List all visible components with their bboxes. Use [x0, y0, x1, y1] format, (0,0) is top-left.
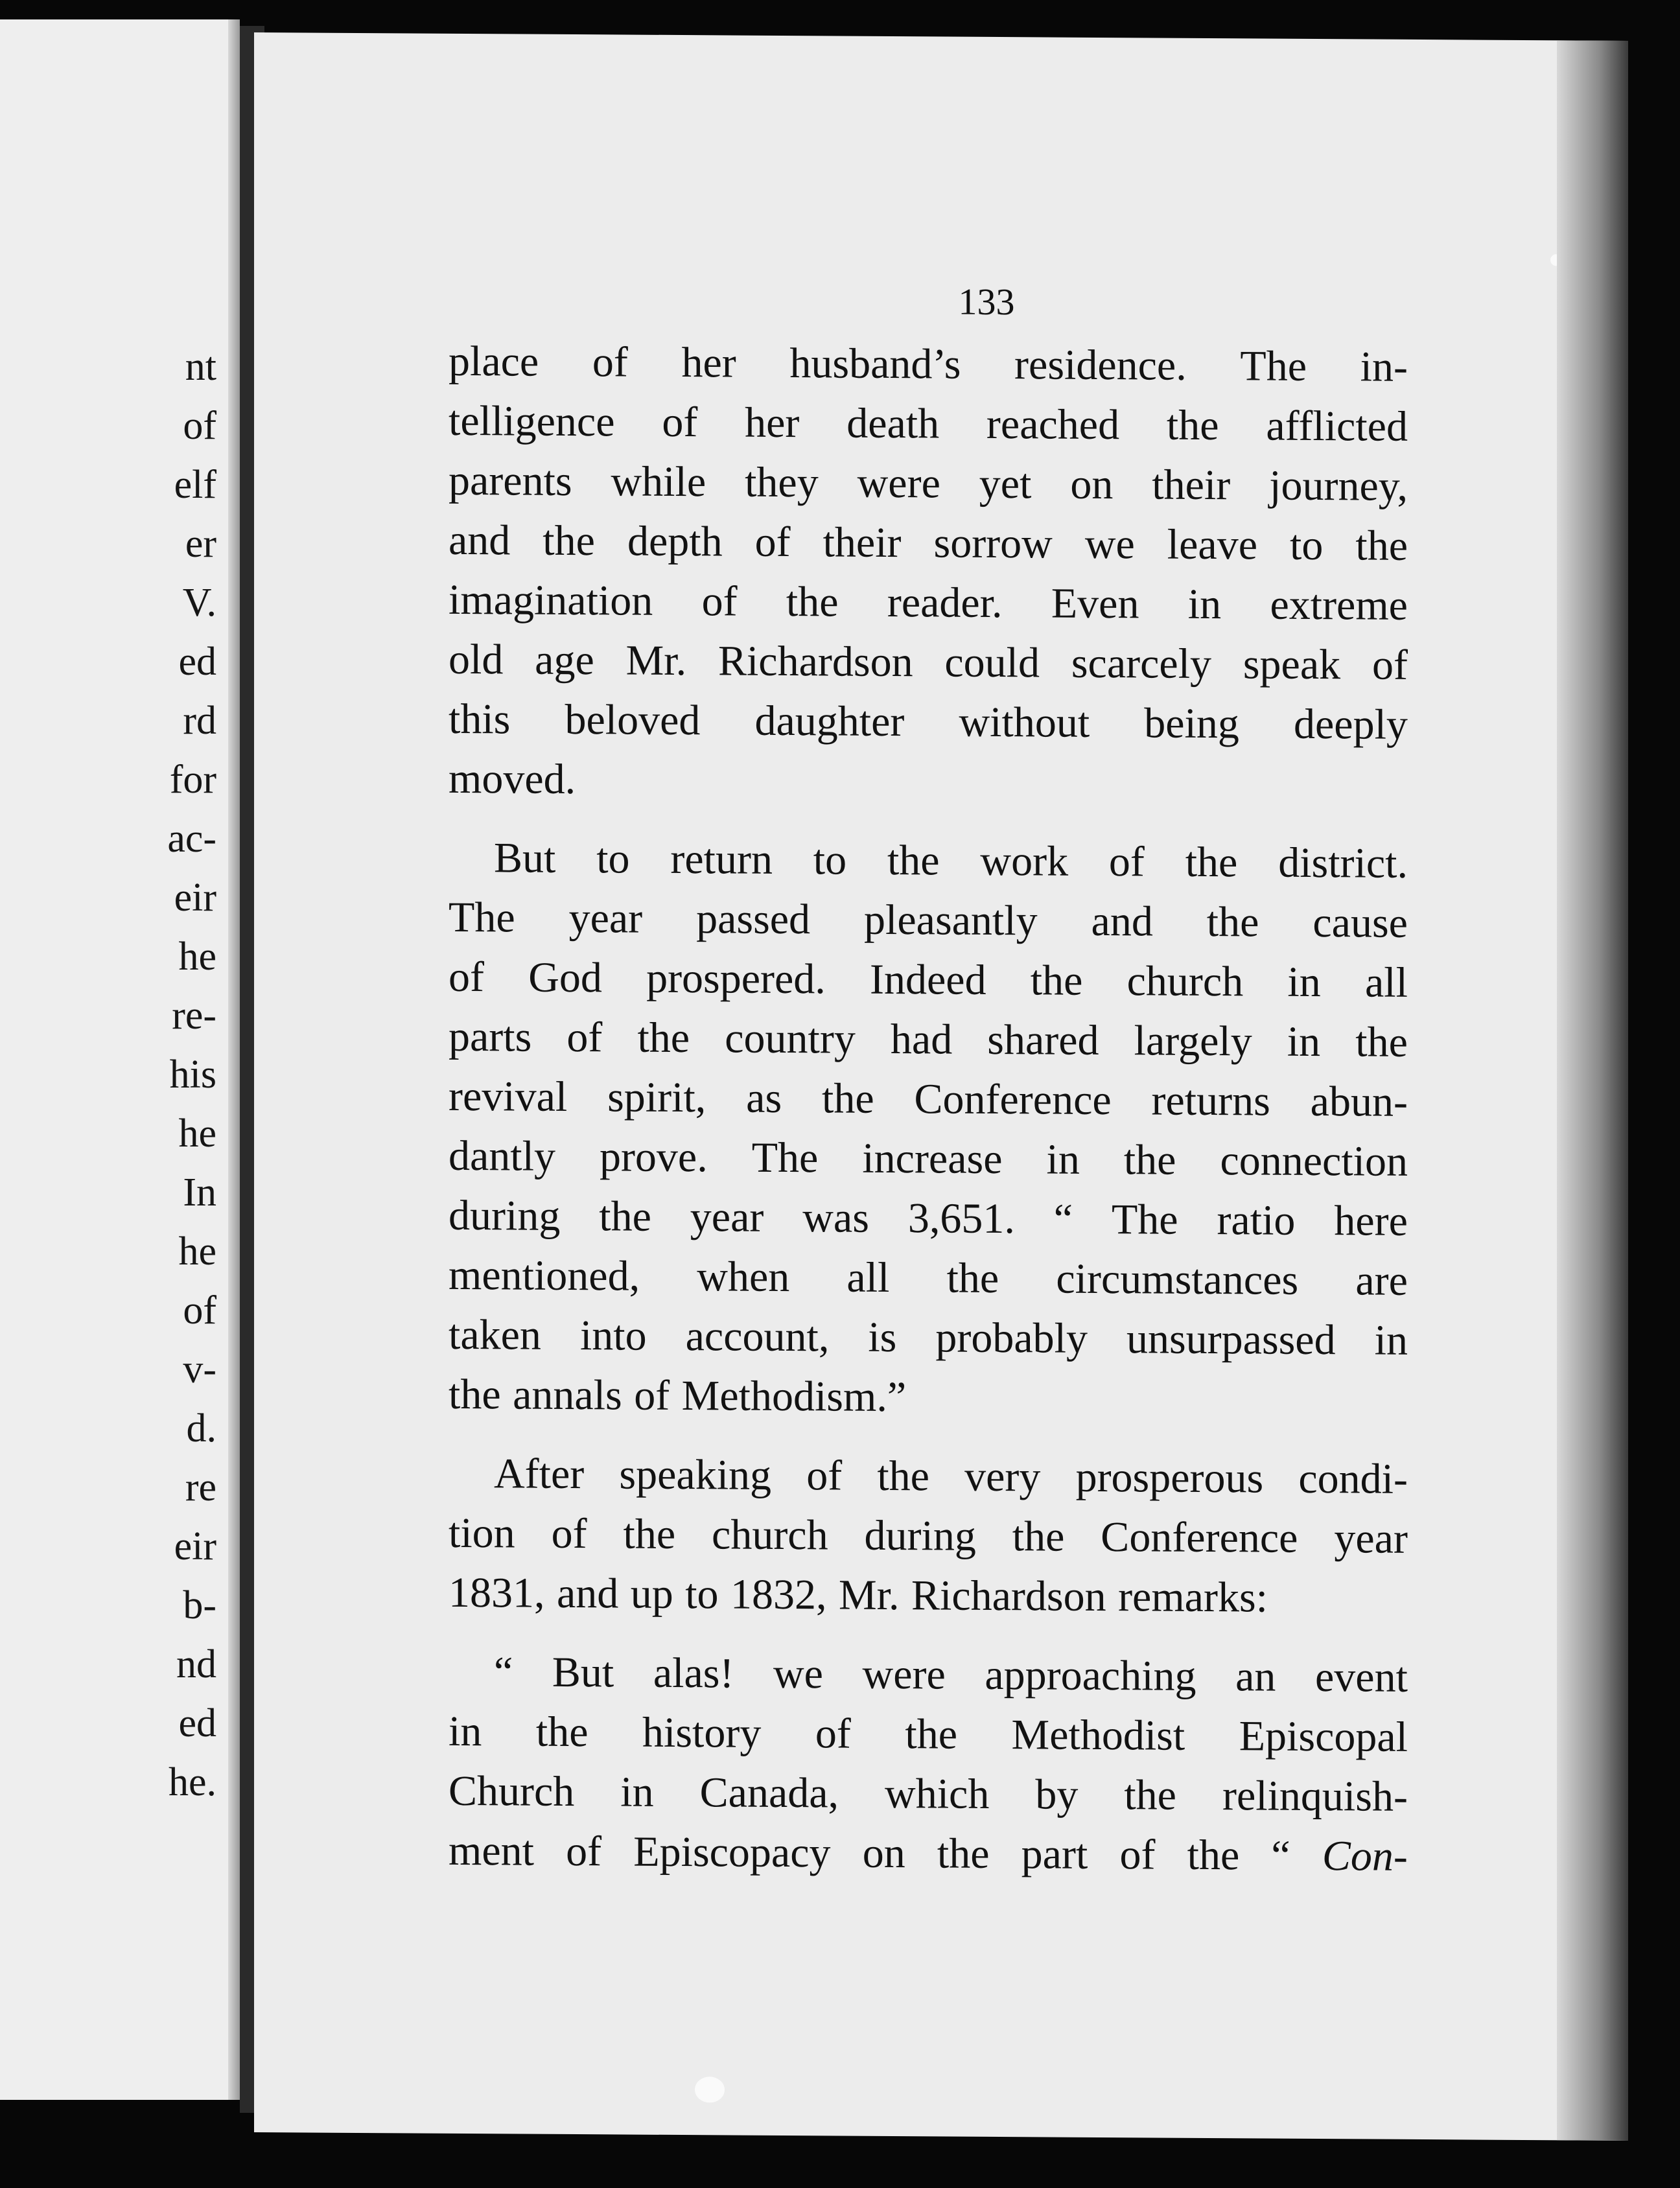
word: in: [1046, 1135, 1080, 1183]
word: part: [1021, 1830, 1088, 1878]
word: the: [905, 1710, 958, 1758]
word: very: [964, 1452, 1041, 1501]
word: district.: [1278, 839, 1408, 887]
word: Even: [1051, 579, 1139, 628]
word: we: [773, 1649, 823, 1698]
text-line: [449, 570, 1408, 636]
word: was: [802, 1194, 869, 1242]
word: leave: [1167, 520, 1258, 569]
word: parts: [449, 1012, 532, 1061]
word: age: [535, 636, 594, 684]
word: prosperous: [1075, 1453, 1264, 1502]
italic-word: Con-: [1322, 1832, 1408, 1880]
word: in: [1187, 580, 1222, 629]
word: an: [1235, 1653, 1276, 1701]
word: event: [1315, 1653, 1408, 1701]
word: to: [1290, 521, 1324, 570]
word: which: [885, 1769, 990, 1818]
word: beloved: [565, 695, 701, 745]
word: God: [528, 953, 602, 1002]
word: probably: [935, 1314, 1088, 1362]
word: in: [1287, 958, 1321, 1007]
word: the: [637, 1014, 690, 1062]
left-page-fragment: ed: [178, 1701, 216, 1745]
word: extreme: [1270, 581, 1408, 629]
left-page-fragment: eir: [174, 876, 216, 920]
left-page-fragment: re-: [172, 994, 216, 1038]
word: largely: [1134, 1017, 1252, 1065]
word: residence.: [1014, 341, 1187, 390]
word: place: [449, 337, 539, 386]
left-page-fragment: nd: [176, 1642, 216, 1686]
word: 3,651.: [907, 1194, 1015, 1243]
left-page-edge: [228, 19, 240, 2100]
word: the: [877, 1452, 929, 1500]
left-page-fragment: er: [185, 522, 216, 566]
word: alas!: [653, 1649, 734, 1697]
text-line: [449, 1563, 1408, 1629]
word: journey,: [1269, 461, 1408, 510]
word: returns: [1151, 1077, 1270, 1125]
word: remarks:: [1118, 1573, 1268, 1622]
word: are: [1355, 1257, 1408, 1305]
word: and: [556, 1569, 619, 1618]
word: ratio: [1217, 1196, 1296, 1244]
text-line: [449, 1365, 1408, 1430]
word: all: [1364, 959, 1408, 1007]
word: and: [1091, 897, 1153, 946]
left-page-fragment: d.: [186, 1406, 216, 1450]
word: were: [857, 459, 940, 507]
word: in: [449, 1707, 482, 1756]
left-page-fragment: of: [183, 1288, 216, 1333]
word: this: [449, 695, 511, 743]
word: the: [599, 1193, 651, 1240]
left-page-fragment: for: [169, 758, 216, 802]
word: work: [980, 837, 1069, 885]
word: the: [542, 517, 595, 565]
word: The: [1240, 342, 1307, 390]
paper-speck: [695, 2077, 725, 2102]
word: of: [1119, 1831, 1156, 1879]
word: could: [944, 638, 1040, 687]
word: Church: [449, 1767, 575, 1816]
word: But: [552, 1648, 614, 1697]
body-text: [449, 332, 1408, 1887]
word: in-: [1360, 343, 1408, 391]
word: condi-: [1298, 1454, 1408, 1503]
word: the: [1206, 898, 1259, 946]
word: her: [681, 339, 736, 387]
word: Methodist: [1011, 1711, 1185, 1760]
word: the: [1355, 522, 1408, 570]
word: deeply: [1294, 700, 1408, 749]
word: of: [662, 398, 698, 447]
word: annals: [513, 1371, 622, 1419]
word: the: [822, 1075, 874, 1123]
word: her: [745, 399, 800, 447]
word: “: [1053, 1195, 1073, 1243]
word: connection: [1220, 1137, 1408, 1185]
left-page-fragment: he.: [168, 1760, 216, 1804]
word: 1832,: [730, 1570, 827, 1619]
text-line: [449, 1126, 1408, 1192]
text-line: [449, 888, 1408, 953]
word: the: [786, 578, 839, 626]
word: ment: [449, 1826, 534, 1875]
word: all: [846, 1253, 890, 1301]
text-line: [449, 630, 1408, 695]
word: the: [1030, 957, 1083, 1005]
word: tion: [449, 1509, 515, 1557]
word: The: [751, 1134, 819, 1182]
left-page-fragment: he: [178, 1111, 216, 1156]
word: Canada,: [699, 1769, 839, 1817]
word: Conference: [914, 1075, 1112, 1124]
left-page-fragment: he: [178, 935, 216, 979]
left-page-fragment: ed: [178, 640, 216, 684]
word: of: [701, 577, 738, 625]
word: while: [611, 458, 706, 506]
word: their: [822, 518, 902, 567]
word: without: [959, 698, 1090, 747]
left-page-fragment: eir: [174, 1524, 216, 1568]
word: of: [1371, 641, 1408, 689]
word: of: [634, 1371, 670, 1419]
word: during: [864, 1511, 976, 1560]
word: the: [1123, 1136, 1176, 1184]
text-line: [449, 1444, 1408, 1509]
left-page-fragment: b-: [183, 1583, 216, 1627]
word: 1831,: [449, 1568, 545, 1617]
word: prove.: [599, 1133, 708, 1181]
left-page-fragment: he: [178, 1229, 216, 1274]
word: pleasantly: [864, 896, 1038, 945]
word: as: [746, 1074, 782, 1122]
word: sorrow: [933, 519, 1053, 568]
left-page-fragment: of: [183, 404, 216, 448]
word: husband’s: [789, 340, 961, 388]
word: dantly: [449, 1132, 555, 1180]
word: the: [1124, 1771, 1176, 1819]
word: shared: [987, 1016, 1099, 1064]
word: by: [1035, 1771, 1079, 1819]
word: cause: [1312, 898, 1408, 947]
word: year: [1334, 1515, 1408, 1563]
word: depth: [627, 517, 723, 566]
left-page-fragment: V.: [182, 581, 216, 625]
word: in: [620, 1768, 654, 1816]
word: spirit,: [607, 1073, 706, 1122]
word: passed: [696, 895, 811, 944]
word: on: [862, 1829, 905, 1878]
word: Indeed: [870, 955, 986, 1004]
word: scarcely: [1071, 639, 1212, 688]
word: to: [596, 835, 630, 883]
word: of: [1108, 838, 1145, 886]
word: we: [1084, 520, 1135, 568]
word: their: [1152, 461, 1231, 509]
text-line: [449, 1007, 1408, 1073]
word: to: [813, 836, 847, 884]
word: into: [579, 1312, 647, 1360]
word: the: [623, 1510, 676, 1558]
text-line: [449, 1504, 1408, 1569]
word: revival: [449, 1072, 568, 1121]
word: up: [630, 1570, 673, 1618]
left-page-fragment: nt: [185, 345, 216, 389]
word: yet: [979, 460, 1032, 508]
text-line: [449, 1762, 1408, 1827]
word: Richardson: [911, 1572, 1106, 1621]
word: “: [494, 1648, 513, 1696]
word: the: [1012, 1513, 1065, 1561]
word: Mr.: [838, 1571, 900, 1620]
word: year: [568, 894, 643, 942]
word: of: [449, 953, 484, 1001]
text-line: [449, 828, 1408, 894]
word: Mr.: [625, 636, 687, 685]
word: and: [449, 516, 511, 564]
word: taken: [449, 1310, 541, 1359]
word: of: [754, 518, 791, 566]
left-page-fragment: rd: [183, 699, 216, 743]
word: Conference: [1101, 1513, 1298, 1562]
page-number: 133: [958, 280, 1015, 323]
word: the: [937, 1830, 990, 1878]
left-page-fragment: his: [169, 1053, 216, 1097]
word: imagination: [449, 576, 653, 625]
word: old: [449, 635, 504, 684]
word: circumstances: [1056, 1255, 1299, 1304]
left-page-fragment: v-: [183, 1347, 216, 1391]
word: is: [868, 1313, 897, 1362]
left-page: [0, 19, 240, 2100]
word: the: [887, 836, 940, 885]
word: in: [1374, 1316, 1408, 1364]
word: prospered.: [646, 954, 826, 1003]
word: the: [449, 1370, 501, 1419]
word: when: [697, 1253, 790, 1301]
text-line: [449, 1821, 1408, 1887]
word: increase: [862, 1134, 1003, 1183]
text-line: [449, 1246, 1408, 1311]
text-line: [449, 1642, 1408, 1708]
word: Richardson: [718, 637, 913, 686]
word: unsurpassed: [1126, 1315, 1336, 1364]
word: of: [566, 1013, 603, 1062]
word: of: [806, 1452, 843, 1500]
word: But: [494, 834, 556, 882]
text-line: [449, 690, 1408, 755]
word: speak: [1242, 640, 1341, 689]
word: were: [862, 1650, 946, 1699]
paper-speck: [1550, 254, 1562, 266]
word: of: [592, 338, 628, 386]
word: After: [494, 1450, 585, 1498]
word: the: [1166, 401, 1219, 450]
word: moved.: [449, 754, 576, 804]
right-page: [254, 32, 1628, 2141]
word: reached: [986, 400, 1120, 449]
word: country: [725, 1014, 856, 1063]
word: on: [1070, 460, 1114, 509]
left-page-fragment: In: [183, 1170, 216, 1215]
word: during: [449, 1191, 561, 1240]
word: speaking: [619, 1450, 772, 1499]
word: relinquish-: [1222, 1772, 1408, 1821]
left-page-fragment: elf: [174, 463, 216, 507]
word: approaching: [985, 1651, 1196, 1700]
word: Methodism.”: [681, 1372, 907, 1421]
word: account,: [685, 1312, 830, 1361]
word: the: [946, 1254, 999, 1303]
word: afflicted: [1266, 402, 1408, 450]
word: The: [449, 893, 515, 942]
word: the: [1187, 1831, 1240, 1880]
word: history: [642, 1708, 762, 1757]
word: of: [551, 1509, 587, 1558]
word: death: [846, 399, 940, 448]
word: in: [1287, 1018, 1321, 1066]
word: Episcopacy: [633, 1828, 831, 1877]
word: telligence: [449, 397, 615, 446]
word: the: [535, 1708, 589, 1756]
left-page-fragment: re: [185, 1465, 216, 1509]
word: return: [670, 835, 773, 883]
word: The: [1111, 1196, 1178, 1244]
word: Episcopal: [1239, 1712, 1408, 1761]
word: the: [1355, 1018, 1408, 1066]
text-line: [449, 511, 1408, 576]
word: the: [1185, 838, 1238, 887]
word: daughter: [754, 697, 905, 746]
word: they: [745, 458, 819, 507]
word: “: [1271, 1832, 1290, 1880]
word: of: [566, 1827, 602, 1876]
word: of: [815, 1710, 851, 1758]
word: abun-: [1310, 1077, 1408, 1126]
text-line: [449, 1067, 1408, 1132]
text-line: [449, 1186, 1408, 1251]
text-line: [449, 1305, 1408, 1371]
word: being: [1144, 699, 1239, 748]
text-line: [449, 451, 1408, 517]
left-page-fragment: ac-: [167, 817, 216, 861]
word: year: [690, 1193, 764, 1241]
word: had: [890, 1015, 953, 1064]
text-line: [449, 391, 1408, 457]
word: reader.: [887, 578, 1003, 627]
word: parents: [449, 456, 572, 505]
word: church: [712, 1511, 828, 1559]
text-line: [449, 1702, 1408, 1767]
text-line: [449, 332, 1408, 397]
text-line: [449, 948, 1408, 1013]
word: to: [685, 1570, 719, 1618]
text-line: [449, 749, 1408, 815]
word: here: [1334, 1197, 1408, 1245]
word: mentioned,: [449, 1251, 640, 1300]
word: church: [1126, 957, 1244, 1006]
